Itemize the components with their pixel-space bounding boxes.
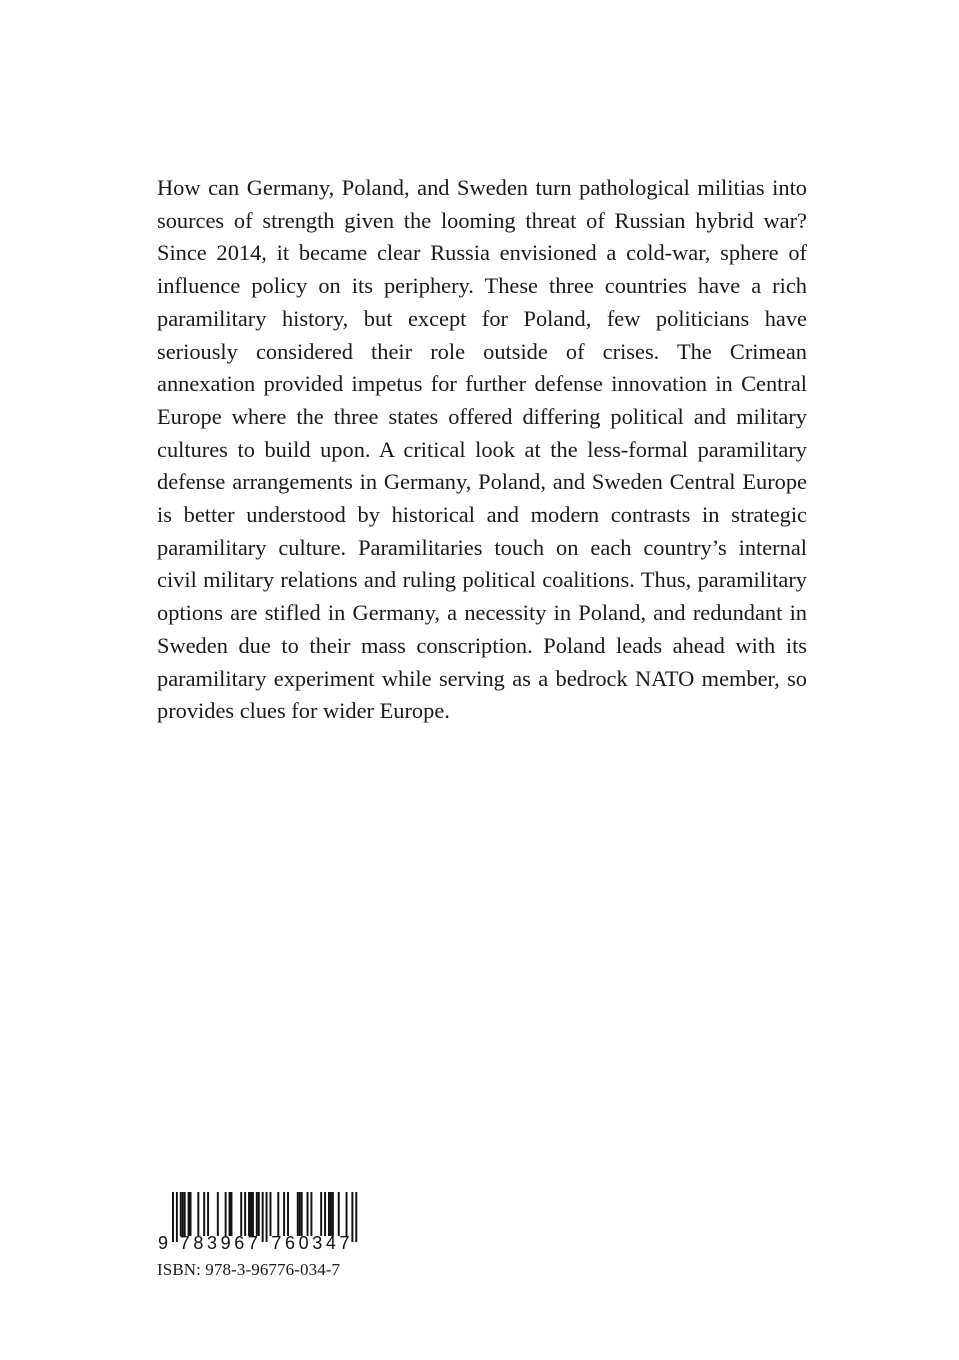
barcode-bar [351, 1192, 353, 1242]
barcode-bar [283, 1192, 285, 1236]
barcode-digit: 0 [298, 1233, 309, 1252]
barcode-bar [320, 1192, 322, 1236]
barcode-bar [176, 1192, 178, 1242]
barcode-bar [310, 1192, 312, 1236]
barcode-bar [190, 1192, 192, 1236]
barcode-bar [328, 1192, 330, 1236]
barcode-bar [266, 1192, 268, 1242]
barcode-graphic [152, 1190, 362, 1252]
barcode-bar [172, 1192, 174, 1242]
barcode-bar [252, 1192, 254, 1236]
barcode-bar [324, 1192, 326, 1236]
barcode-digit: 6 [284, 1233, 295, 1252]
barcode-bar [270, 1192, 272, 1236]
barcode-bar [332, 1192, 334, 1236]
barcode-bar [307, 1192, 309, 1236]
barcode-digit: 3 [206, 1233, 217, 1252]
barcode-bar [355, 1192, 357, 1242]
barcode-digit: 9 [220, 1233, 231, 1252]
barcode-bar [229, 1192, 231, 1236]
barcode-bar [207, 1192, 209, 1236]
barcode-bar [188, 1192, 190, 1236]
barcode-bar [184, 1192, 186, 1236]
barcode-bar [250, 1192, 252, 1236]
barcode-bar [217, 1192, 219, 1236]
barcode-bar [330, 1192, 332, 1236]
barcode-bar [299, 1192, 301, 1236]
barcode-digit: 7 [271, 1233, 282, 1252]
barcode-digit: 7 [339, 1233, 350, 1252]
barcode-bar [248, 1192, 250, 1236]
barcode-bar [287, 1192, 289, 1236]
barcode-digit: 7 [179, 1233, 190, 1252]
barcode-bar [338, 1192, 340, 1236]
barcode-bar [258, 1192, 260, 1236]
barcode-bar [231, 1192, 233, 1236]
barcode-bar [297, 1192, 299, 1236]
barcode-bar [256, 1192, 258, 1236]
barcode-bar [346, 1192, 348, 1236]
barcode-digit: 9 [157, 1233, 168, 1252]
back-cover-blurb: How can Germany, Poland, and Sweden turn pathological militias into sources of strength given the looming threat of Russian hybrid war? Since 2014, it became clear Russia envisioned a cold-war, sphere of influence policy on its periphery. These three countries have a rich paramilitary history, but except for Poland, few politicians have seriously considered their role outside of crises. The Crimean annexation provided impetus for further defense innovation in Central Europe where the three states offered differing political and military cultures to build upon. A critical look at the less-formal paramilitary defense arrangements in Germany, Poland, and Sweden Central Europe is better understood by historical and modern contrasts in strategic paramilitary culture. Paramilitaries touch on each country’s internal civil military relations and ruling political coalitions. Thus, paramilitary options are stifled in Germany, a necessity in Poland, and redundant in Sweden due to their mass conscription. Poland leads ahead with its paramilitary experiment while serving as a bedrock NATO member, so provides clues for wider Europe. [157, 175, 807, 724]
barcode-bar [180, 1192, 182, 1236]
barcode-bar [277, 1192, 279, 1236]
barcode-bar [301, 1192, 303, 1236]
isbn-barcode [152, 1190, 362, 1252]
barcode-bar [203, 1192, 205, 1236]
barcode-digits [158, 1233, 350, 1252]
barcode-bar [244, 1192, 246, 1236]
isbn-label: ISBN: 978-3-96776-034-7 [157, 1260, 341, 1279]
barcode-bar [197, 1192, 199, 1236]
barcode-digit: 4 [325, 1233, 336, 1252]
barcode-bar [225, 1192, 227, 1236]
barcode-digit: 7 [247, 1233, 258, 1252]
barcode-digit: 6 [234, 1233, 245, 1252]
barcode-bar [182, 1192, 184, 1236]
barcode-digit: 8 [193, 1233, 204, 1252]
barcode-bar [262, 1192, 264, 1242]
barcode-digit: 3 [312, 1233, 323, 1252]
barcode-bar [240, 1192, 242, 1236]
